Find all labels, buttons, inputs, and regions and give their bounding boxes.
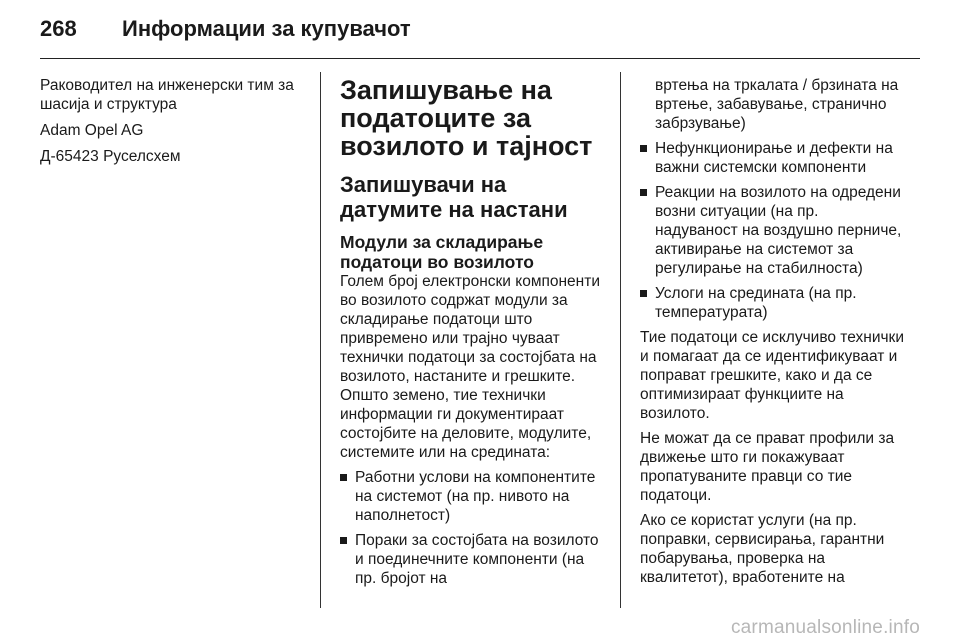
page-header (40, 0, 920, 62)
square-bullet-icon (340, 537, 347, 544)
topic-heading: Модули за складирање податоци во возилото (340, 232, 544, 272)
watermark: carmanualsonline.info (730, 617, 920, 638)
column-3 (640, 76, 905, 593)
square-bullet-icon (340, 474, 347, 481)
list-item-text: Работни услови на компонентите на системот (на пр. нивото на наполнетост) (355, 469, 596, 524)
column-2 (340, 76, 605, 594)
header-divider (40, 58, 920, 59)
list-item-text: Реакции на возилото на одредени возни ситуации (на пр. надуваност на воздушно перниче, активирање на системот за регулирање на стабилноста) (655, 184, 902, 277)
list-item-text: Нефункционирање и дефекти на важни системски компоненти (655, 140, 893, 176)
column-1 (40, 76, 310, 173)
bullet-continuation: вртења на тркалата / брзината на вртење, забавување, странично забрзување) (655, 77, 899, 132)
list-item (340, 531, 605, 588)
list-item-text: Услоги на средината (на пр. температурата) (655, 285, 857, 321)
list-item (640, 139, 905, 177)
subsection-heading: Запишувачи на датумите на настани (340, 172, 568, 222)
list-item (640, 183, 905, 278)
bullet-list (340, 468, 605, 588)
column-divider-1 (320, 72, 321, 608)
address-line: Д-65423 Руселсхем (40, 148, 181, 165)
body-paragraph: Тие податоци се исклучиво технички и помагаат да се идентификуваат и поправат грешките, како и да се оптимизираат функциите на возилото. (640, 329, 904, 422)
body-paragraph: Голем број електронски компоненти во возилото содржат модули за складирање податоци што привремено или трајно чуваат технички податоци за состојбата на возилото, настаните и грешките. Општо земено, тие технички информации ги документираат состојбите на деловите, модулите, системите или на средината: (340, 273, 600, 461)
column-divider-2 (620, 72, 621, 608)
square-bullet-icon (640, 189, 647, 196)
list-item (340, 468, 605, 525)
section-heading: Запишување на податоците за возилото и тајност (340, 75, 593, 161)
address-line: Adam Opel AG (40, 122, 144, 139)
body-paragraph: Ако се користат услуги (на пр. поправки, сервисирања, гарантни побарувања, проверка на квалитетот), вработените на (640, 512, 885, 586)
square-bullet-icon (640, 290, 647, 297)
body-paragraph: Не можат да се прават профили за движење што ги покажуваат пропатуваните правци со тие податоци. (640, 430, 895, 504)
page-number: 268 (40, 16, 77, 41)
list-item (640, 284, 905, 322)
address-line: Раководител на инженерски тим за шасија и структура (40, 77, 294, 113)
list-item-text: Пораки за состојбата на возилото и поединечните компоненти (на пр. бројот на (355, 532, 599, 587)
bullet-list (640, 139, 905, 322)
square-bullet-icon (640, 145, 647, 152)
header-title: Информации за купувачот (122, 16, 411, 41)
